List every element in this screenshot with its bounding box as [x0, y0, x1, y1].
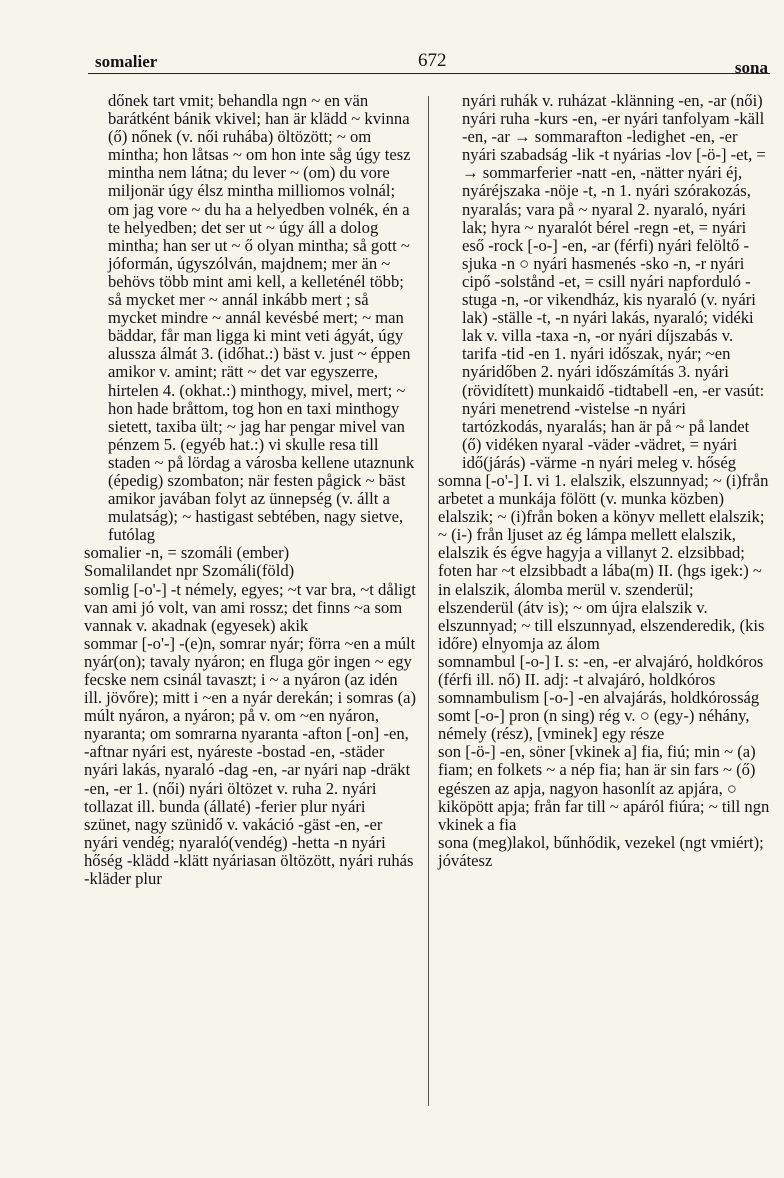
- page-header: [0, 0, 784, 80]
- dictionary-entry: Somalilandet npr Szomáli(föld): [84, 561, 295, 581]
- dictionary-entry: sommar [-o'-] -(e)n, somrar nyár; förra ~en a múlt nyár(on); tavaly nyáron; en fluga gör ingen ~ egy fecske nem csinál tavaszt; i ~ a nyáron (az idén ill. jövőre); mitt i ~en a nyár derekán; i somras (a) múlt nyáron, a nyáron; på v. om ~en nyáron, nyaranta; om somrarna nyaranta -afton [-on] -en, -aftnar nyári est, nyáreste -bostad -en, -städer nyári lakás, nyaraló -dag -en, -ar nyári nap -dräkt -en, -er 1. (női) nyári öltözet v. ruha 2. nyári tollazat ill. bunda (állaté) -ferier plur nyári szünet, nagy szünidő v. vakáció -gäst -en, -er nyári vendég; nyaraló(vendég) -hetta -n nyári hőség -klädd -klätt nyáriasan öltözött, nyári ruhás -kläder plur: [84, 633, 421, 889]
- dictionary-entry: somt [-o-] pron (n sing) rég v. ○ (egy-) néhány, némely (rész), [vminek] egy része: [438, 706, 754, 744]
- dictionary-entry: dőnek tart vmit; behandla ngn ~ en vän barátként bánik vkivel; han är klädd ~ kvinna (ő) nőnek (v. női ruhába) öltözött; ~ om mintha; hon låtsas ~ om hon inte såg úgy tesz mintha nem látna; du lever ~ (om) du vore miljonär úgy élsz mintha milliomos volnál; om jag vore ~ du ha a helyedben volnék, én a te helyedben; det ser ut ~ úgy áll a dolog mintha; han ser ut ~ ő olyan mintha; så gott ~ jóformán, úgyszólván, majdnem; mer än ~ behövs több mint ami kell, a kelleténél több; så mycket mer ~ annál inkább mert ; så mycket mindre ~ annál kevésbé mert; ~ man bäddar, får man ligga ki mint veti ágyát, úgy alussza álmát 3. (időhat.:) bäst v. just ~ éppen amikor v. amint; rätt ~ det var egyszerre, hirtelen 4. (okhat.:) minthogy, mivel, mert; ~ hon hade bråttom, tog hon en taxi minthogy sietett, taxiba ült; ~ jag har pengar mivel van pénzem 5. (egyéb hat.:) vi skulle resa till staden ~ på lördag a városba kellene utaznunk (épedig) szombaton; när festen pågick ~ bäst amikor javában folyt az ünnepség (v. állt a mulatság); ~ hastigast sebtében, nagy sietve, futólag: [108, 91, 419, 545]
- right-running-headword: sona: [734, 58, 768, 77]
- dictionary-entry: somlig [-o'-] -t némely, egyes; ~t var bra, ~t dåligt van ami jó volt, van ami rossz; det finns ~a som vannak v. akadnak (egyesek) akik: [84, 579, 420, 635]
- header-rule: [88, 73, 770, 74]
- dictionary-entry: sona (meg)lakol, bűnhődik, vezekel (ngt vmiért); jóvátesz: [438, 832, 768, 870]
- dictionary-entry: son [-ö-] -en, söner [vkinek a] fia, fiú; min ~ (a) fiam; en folkets ~ a nép fia; han är sin fars ~ (ő) egészen az apja, nagyon hasonlít az apjára, ○ kiköpött apja; från far till ~ apáról fiúra; ~ till ngn vkinek a fia: [438, 742, 774, 834]
- column-divider: [428, 96, 429, 1106]
- left-column: [84, 91, 421, 889]
- left-running-headword: somalier: [95, 52, 158, 71]
- page-number: 672: [418, 50, 447, 71]
- dictionary-entry: somnambul [-o-] I. s: -en, -er alvajáró, holdkóros (férfi ill. nő) II. adj: -t alvajáró, holdkóros: [438, 651, 768, 689]
- dictionary-entry: somnambulism [-o-] -en alvajárás, holdkórosság: [438, 688, 760, 708]
- right-column: [438, 91, 774, 870]
- dictionary-entry: somna [-o'-] I. vi 1. elalszik, elszunnyad; ~ (i)från arbetet a munkája fölött (v. munka közben) elalszik; ~ (i)från boken a könyv mellett elalszik; ~ (i-) från ljuset az ég lámpa mellett elalszik, elalszik és égve hagyja a villanyt 2. elzsibbad; foten har ~t elzsibbadt a lába(m) II. (hgs igek:) ~ in elalszik, álomba merül v. szenderül; elszenderül (átv is); ~ om újra elalszik v. elszunnyad; ~ till elszunnyad, elszenderedik, (kis időre) elnyomja az álom: [438, 470, 773, 653]
- dictionary-entry: nyári ruhák v. ruházat -klänning -en, -ar (női) nyári ruha -kurs -en, -er nyári tanfolyam -käll -en, -ar → sommarafton -ledighet -en, -er nyári szabadság -lik -t nyárias -lov [-ö-] -et, = → sommarferier -natt -en, -nätter nyári éj, nyáréjszaka -nöje -t, -n 1. nyári szórakozás, nyaralás; vara på ~ nyaral 2. nyaraló, nyári lak; hyra ~ nyaralót bérel -regn -et, = nyári eső -rock [-o-] -en, -ar (férfi) nyári felöltő -sjuka -n ○ nyári hasmenés -sko -n, -r nyári cipő -solstånd -et, = csill nyári napforduló -stuga -n, -or vikendház, kis nyaraló (v. nyári lak) -ställe -t, -n nyári lakás, nyaraló; vidéki lak v. villa -taxa -n, -or nyári díjszabás v. tarifa -tid -en 1. nyári időszak, nyár; ~en nyáridőben 2. nyári időszámítás 3. nyári (rövidített) munkaidő -tidtabell -en, -er vasút: nyári menetrend -vistelse -n nyári tartózkodás, nyaralás; han är på ~ på landet (ő) vidéken nyaral -väder -vädret, = nyári idő(járás) -värme -n nyári meleg v. hőség: [462, 91, 770, 472]
- dictionary-entry: somalier -n, = szomáli (ember): [84, 543, 290, 563]
